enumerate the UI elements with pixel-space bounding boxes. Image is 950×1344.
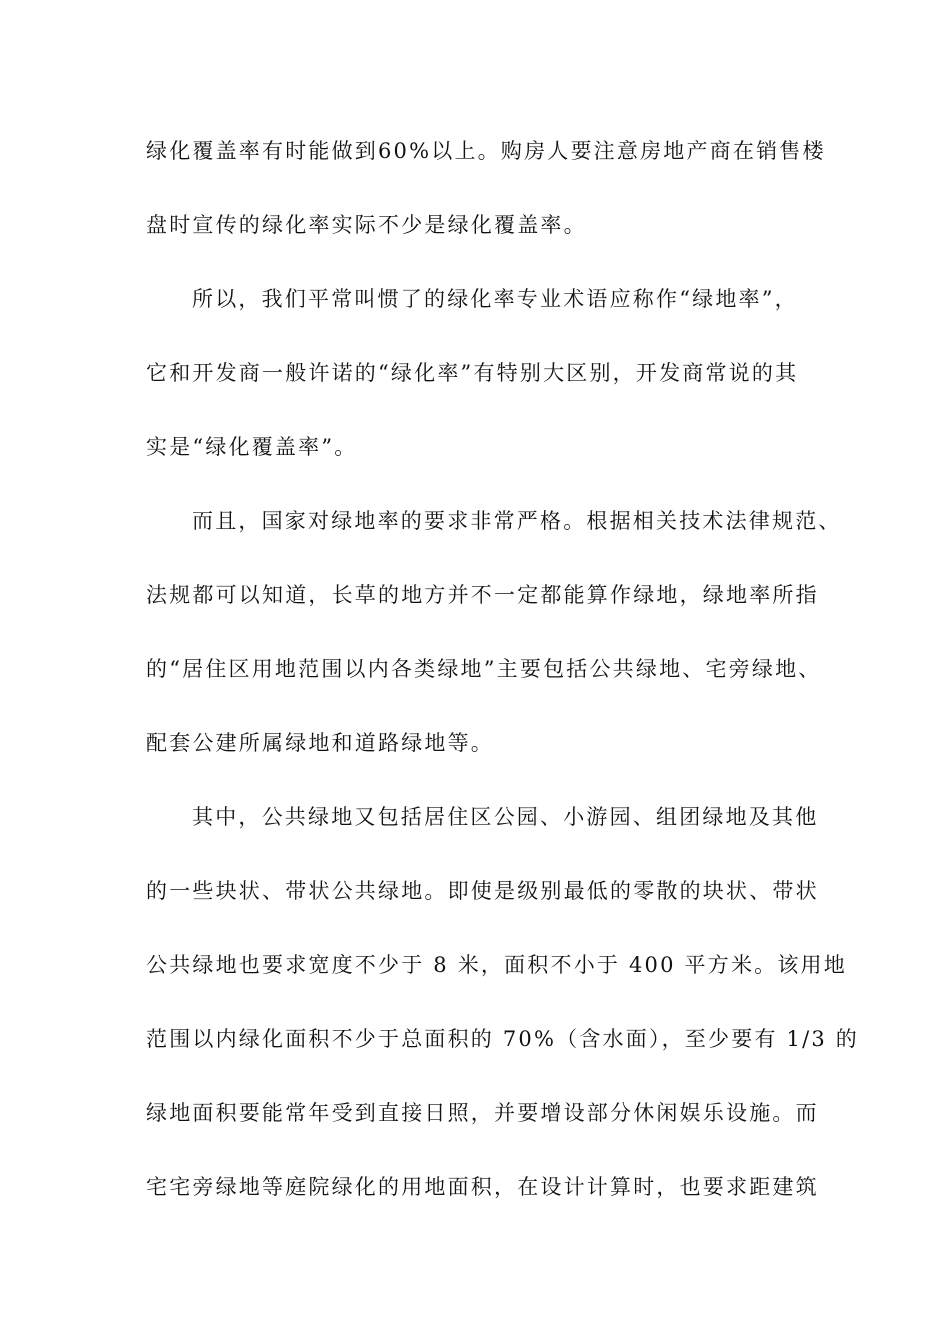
text-line-11: 的一些块状、带状公共绿地。即使是级别最低的零散的块状、带状 bbox=[146, 879, 819, 903]
text-line-6: 而且，国家对绿地率的要求非常严格。根据相关技术法律规范、 bbox=[192, 509, 842, 533]
text-line-5: 实是“绿化覆盖率”。 bbox=[146, 435, 358, 459]
text-line-13: 范围以内绿化面积不少于总面积的 70%（含水面），至少要有 1/3 的 bbox=[146, 1027, 859, 1051]
text-line-1: 绿化覆盖率有时能做到60%以上。购房人要注意房地产商在销售楼 bbox=[146, 139, 826, 163]
text-line-7: 法规都可以知道，长草的地方并不一定都能算作绿地，绿地率所指 bbox=[146, 583, 819, 607]
text-line-4: 它和开发商一般许诺的“绿化率”有特别大区别，开发商常说的其 bbox=[146, 361, 799, 385]
body-text bbox=[146, 132, 859, 1242]
text-line-10: 其中，公共绿地又包括居住区公园、小游园、组团绿地及其他 bbox=[192, 805, 819, 829]
text-line-2: 盘时宣传的绿化率实际不少是绿化覆盖率。 bbox=[146, 213, 587, 237]
text-line-14: 绿地面积要能常年受到直接日照，并要增设部分休闲娱乐设施。而 bbox=[146, 1101, 819, 1125]
text-line-8: 的“居住区用地范围以内各类绿地”主要包括公共绿地、宅旁绿地、 bbox=[146, 657, 822, 681]
text-line-3: 所以，我们平常叫惯了的绿化率专业术语应称作“绿地率”， bbox=[192, 287, 798, 311]
text-line-9: 配套公建所属绿地和道路绿地等。 bbox=[146, 731, 494, 755]
text-line-15: 宅宅旁绿地等庭院绿化的用地面积，在设计计算时，也要求距建筑 bbox=[146, 1175, 819, 1199]
text-line-12: 公共绿地也要求宽度不少于 8 米，面积不小于 400 平方米。该用地 bbox=[146, 953, 847, 977]
